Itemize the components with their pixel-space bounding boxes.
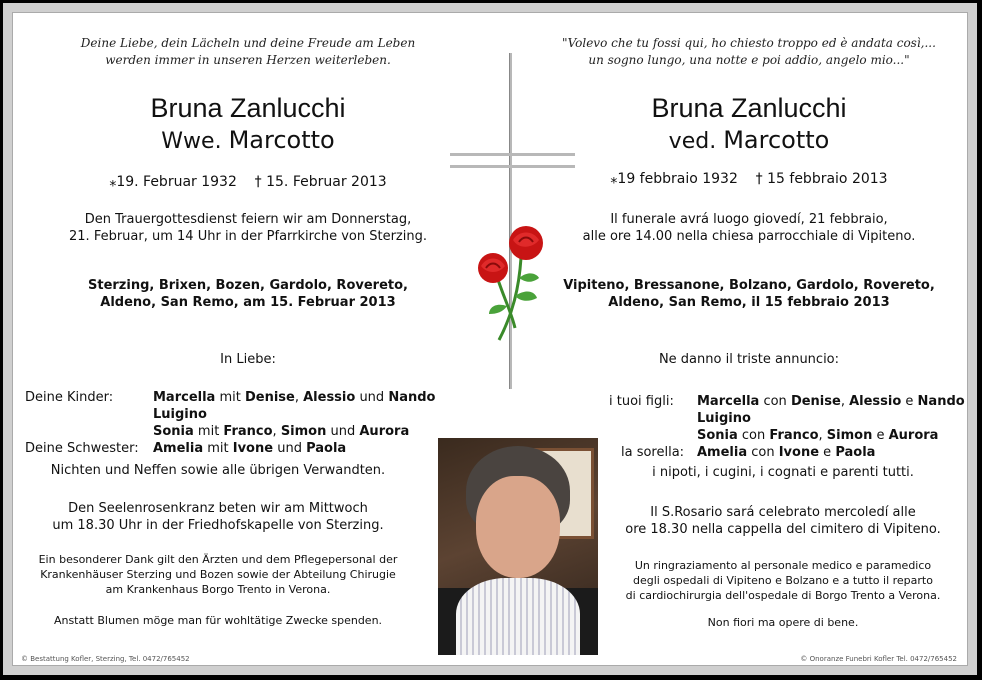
birth-date: ⁎19 febbraio 1932 — [610, 171, 738, 187]
married-surname: Marcotto — [228, 126, 335, 154]
widow-prefix: Wwe. — [161, 129, 222, 154]
married-surname: Marcotto — [723, 126, 830, 154]
life-dates-italian — [523, 170, 975, 188]
children-line: Luigino — [153, 407, 207, 422]
thanks-line: am Krankenhaus Borgo Trento in Verona. — [105, 583, 331, 596]
portrait-face — [476, 476, 560, 578]
deceased-name-italian: Bruna Zanlucchi — [651, 93, 847, 123]
married-name-italian — [523, 127, 975, 155]
sister-label: Deine Schwester: — [25, 441, 139, 456]
rosary-italian — [598, 504, 968, 538]
funeral-line: 21. Februar, um 14 Uhr in der Pfarrkirche von Sterzing. — [69, 229, 427, 244]
relatives-german: Nichten und Neffen sowie alle übrigen Verwandten. — [50, 463, 386, 478]
children-line: Luigino — [697, 411, 751, 426]
rosary-line: ore 18.30 nella cappella del cimitero di Vipiteno. — [625, 522, 941, 537]
birth-date: ⁎19. Februar 1932 — [109, 174, 237, 190]
thanks-line: Un ringraziamento al personale medico e paramedico — [634, 559, 932, 572]
thanks-line: Ein besonderer Dank gilt den Ärzten und dem Pflegepersonal der — [38, 553, 398, 566]
funeral-line: Den Trauergottesdienst feiern wir am Donnerstag, — [84, 212, 412, 227]
footer-italian: © Onoranze Funebri Kofler Tel. 0472/765452 — [800, 655, 957, 663]
funeral-line: alle ore 14.00 nella chiesa parrocchiale di Vipiteno. — [582, 229, 916, 244]
married-name-german — [13, 127, 483, 155]
places-line: Sterzing, Brixen, Bozen, Gardolo, Rovereto, — [88, 278, 408, 293]
motto-german — [13, 35, 483, 69]
children-line: Marcella con Denise, Alessio e Nando — [697, 394, 965, 409]
death-date: † 15 febbraio 2013 — [755, 171, 888, 187]
places-date-german — [13, 277, 483, 311]
life-dates-german — [13, 173, 483, 191]
rosary-line: um 18.30 Uhr in der Friedhofskapelle von Sterzing. — [52, 518, 384, 533]
motto-line: Deine Liebe, dein Lächeln und deine Freude am Leben — [80, 36, 416, 50]
sister-line: Amelia con Ivone e Paola — [697, 445, 876, 460]
thanks-line: di cardiochirurgia dell'ospedale di Borgo Trento a Verona. — [625, 589, 941, 602]
deceased-portrait — [438, 438, 598, 655]
motto-italian — [523, 35, 975, 69]
funeral-notice-german — [13, 211, 483, 245]
motto-line: "Volevo che tu fossi qui, ho chiesto troppo ed è andata così,... — [562, 36, 936, 50]
relatives-italian: i nipoti, i cugini, i cognati e parenti tutti. — [652, 465, 914, 480]
card-frame — [3, 3, 977, 675]
places-line: Aldeno, San Remo, am 15. Februar 2013 — [100, 295, 396, 310]
footer-german: © Bestattung Kofler, Sterzing, Tel. 0472/765452 — [21, 655, 190, 663]
thanks-italian — [598, 558, 968, 603]
places-line: Aldeno, San Remo, il 15 febbraio 2013 — [608, 295, 890, 310]
death-date: † 15. Februar 2013 — [254, 174, 387, 190]
flowers-note-italian: Non fiori ma opere di bene. — [707, 616, 859, 629]
in-love-heading: In Liebe: — [220, 352, 276, 367]
funeral-line: Il funerale avrá luogo giovedí, 21 febbraio, — [610, 212, 888, 227]
thanks-line: Krankenhäuser Sterzing und Bozen sowie der Abteilung Chirugie — [40, 568, 396, 581]
sister-label: la sorella: — [621, 445, 685, 460]
funeral-notice-italian — [523, 211, 975, 245]
cross-horizontal-beam — [450, 165, 575, 168]
announce-heading: Ne danno il triste annuncio: — [658, 352, 840, 367]
children-line: Marcella mit Denise, Alessio und Nando — [153, 390, 436, 405]
rosary-line: Il S.Rosario sará celebrato mercoledí alle — [650, 505, 916, 520]
places-line: Vipiteno, Bressanone, Bolzano, Gardolo, Rovereto, — [563, 278, 935, 293]
flowers-note-german: Anstatt Blumen möge man für wohltätige Zwecke spenden. — [53, 614, 383, 627]
deceased-name-german: Bruna Zanlucchi — [150, 93, 346, 123]
motto-line: un sogno lungo, una notte e poi addio, angelo mio..." — [588, 53, 910, 67]
children-line: Sonia con Franco, Simon e Aurora — [697, 428, 939, 443]
rosary-line: Den Seelenrosenkranz beten wir am Mittwoch — [68, 501, 368, 516]
thanks-german — [13, 552, 423, 597]
portrait-shirt — [456, 578, 580, 655]
widow-prefix: ved. — [668, 129, 717, 154]
thanks-line: degli ospedali di Vipiteno e Bolzano e a tutto il reparto — [633, 574, 933, 587]
motto-line: werden immer in unseren Herzen weiterleben. — [105, 53, 391, 67]
children-label: Deine Kinder: — [25, 390, 114, 405]
rosary-german — [13, 500, 423, 534]
sister-line: Amelia mit Ivone und Paola — [153, 441, 347, 456]
places-date-italian — [523, 277, 975, 311]
children-line: Sonia mit Franco, Simon und Aurora — [153, 424, 410, 439]
children-label: i tuoi figli: — [609, 394, 674, 409]
obituary-card — [12, 12, 968, 666]
